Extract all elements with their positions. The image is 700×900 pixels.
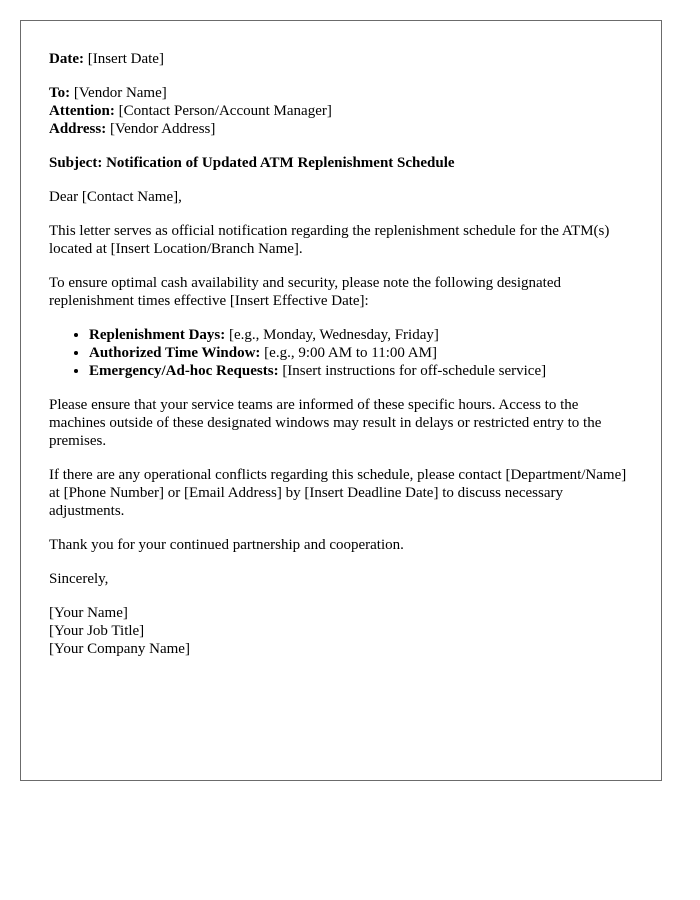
- attention-value: [Contact Person/Account Manager]: [118, 103, 332, 119]
- date-line: [49, 50, 633, 68]
- signature-title: [Your Job Title]: [49, 623, 145, 639]
- date-label: Date:: [49, 51, 84, 67]
- recipient-block: [49, 84, 633, 138]
- schedule-list: [49, 326, 633, 380]
- access-paragraph: Please ensure that your service teams are informed of these specific hours. Access to the machines outside of these designated windows may result in delays or restricted entry to the premises.: [49, 397, 602, 449]
- schedule-item-label: Emergency/Ad-hoc Requests:: [89, 363, 279, 379]
- closing: Sincerely,: [49, 571, 109, 587]
- conflicts-paragraph: If there are any operational conflicts regarding this schedule, please contact [Department/Name] at [Phone Number] or [Email Address] by [Insert Deadline Date] to discuss necessary adjustments.: [49, 467, 627, 519]
- signature-company: [Your Company Name]: [49, 641, 190, 657]
- address-value: [Vendor Address]: [109, 121, 216, 137]
- signature-name: [Your Name]: [49, 605, 128, 621]
- to-line: [49, 84, 633, 102]
- attention-label: Attention:: [49, 103, 115, 119]
- list-item: [89, 362, 633, 380]
- signature-block: [49, 604, 633, 658]
- attention-line: [49, 102, 633, 120]
- list-item: [89, 326, 633, 344]
- schedule-item-label: Replenishment Days:: [89, 327, 226, 343]
- subject-line: Subject: Notification of Updated ATM Replenishment Schedule: [49, 155, 455, 171]
- to-value: [Vendor Name]: [73, 85, 167, 101]
- address-label: Address:: [49, 121, 107, 137]
- schedule-item-value: [e.g., Monday, Wednesday, Friday]: [229, 327, 439, 343]
- to-label: To:: [49, 85, 71, 101]
- salutation: Dear [Contact Name],: [49, 189, 182, 205]
- list-item: [89, 344, 633, 362]
- letter-page: [20, 20, 662, 781]
- intro-paragraph: This letter serves as official notification regarding the replenishment schedule for the ATM(s) located at [Insert Location/Branch Name].: [49, 223, 610, 257]
- lead-in-paragraph: To ensure optimal cash availability and security, please note the following designated replenishment times effective [Insert Effective Date]:: [49, 275, 561, 309]
- schedule-item-label: Authorized Time Window:: [89, 345, 261, 361]
- address-line: [49, 120, 633, 138]
- date-value: [Insert Date]: [87, 51, 164, 67]
- thanks-paragraph: Thank you for your continued partnership and cooperation.: [49, 537, 404, 553]
- schedule-item-value: [Insert instructions for off-schedule service]: [282, 363, 547, 379]
- schedule-item-value: [e.g., 9:00 AM to 11:00 AM]: [264, 345, 437, 361]
